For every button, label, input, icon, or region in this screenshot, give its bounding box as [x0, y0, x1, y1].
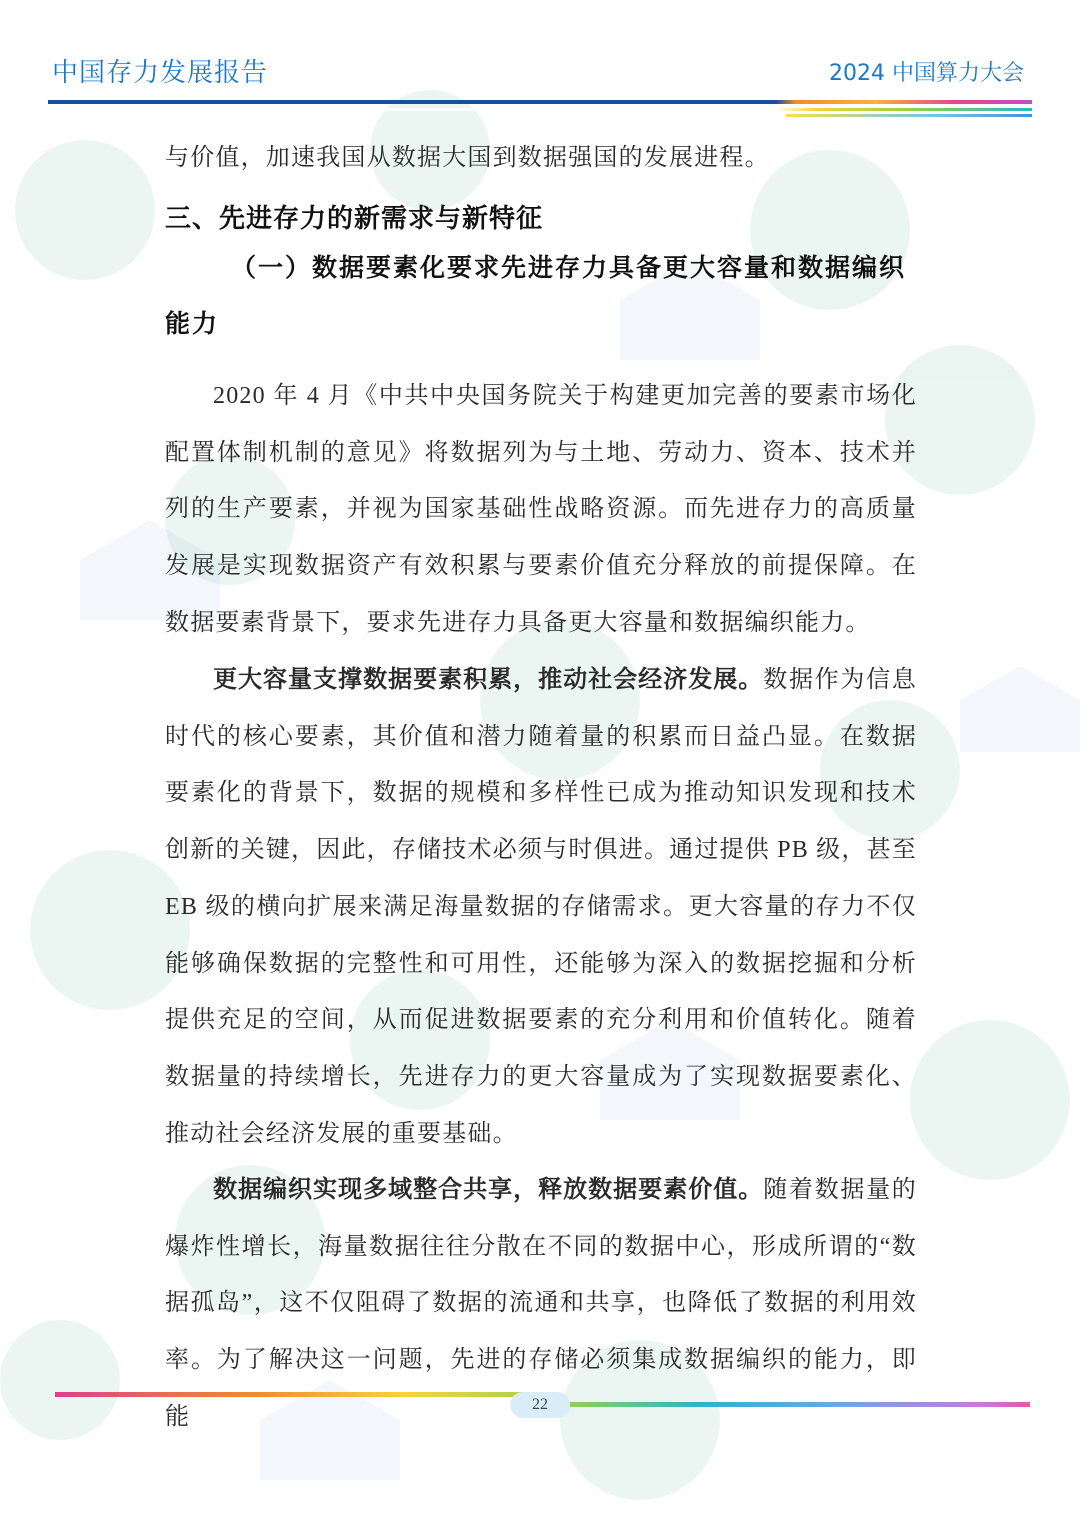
paragraph-block-1 [165, 368, 917, 652]
paragraph-fabric-text: 随着数据量的爆炸性增长，海量数据往往分散在不同的数据中心，形成所谓的“数据孤岛”，这不仅阻碍了数据的流通和共享，也降低了数据的利用效率。为了解决这一问题，先进的存储必须集成数据编织的能力，即能 [165, 1177, 918, 1430]
subsection-block [165, 240, 917, 352]
header-rule [48, 100, 1032, 104]
paragraph-capacity-text: 数据作为信息时代的核心要素，其价值和潜力随着量的积累而日益凸显。在数据要素化的背景下，数据的规模和多样性已成为推动知识发现和技术创新的关键，因此，存储技术必须与时俱进。通过提供 PB 级，甚至 EB 级的横向扩展来满足海量数据的存储需求。更大容量的存力不仅能够确保数据的完整性和可用性，还能够为深入的数据挖掘和分析提供充足的空间，从而促进数据要素的充分利用和价值转化。随着数据量的持续增长，先进存力的更大容量成为了实现数据要素化、推动社会经济发展的重要基础。 [165, 667, 918, 1147]
page-number: 22 [510, 1392, 570, 1418]
subsection-heading: （一）数据要素化要求先进存力具备更大容量和数据编织能力 [165, 253, 907, 338]
footer-rule-left [55, 1392, 555, 1397]
paragraph-block-2 [165, 651, 917, 1162]
report-title: 中国存力发展报告 [52, 58, 269, 88]
paragraph-fabric-lead: 数据编织实现多域整合共享，释放数据要素价值。 [213, 1175, 764, 1203]
footer-rule-right [555, 1402, 1030, 1407]
event-name: 2024 中国算力大会 [829, 61, 1024, 86]
section-block [165, 198, 917, 235]
header-rule-accent [48, 108, 1032, 111]
paragraph-capacity-lead: 更大容量支撑数据要素积累，推动社会经济发展。 [213, 665, 764, 693]
paragraph-capacity [165, 651, 917, 1162]
header-rule-accent-short [786, 114, 1032, 117]
paragraph-continued: 与价值，加速我国从数据大国到数据强国的发展进程。 [165, 145, 770, 171]
section-heading: 三、先进存力的新需求与新特征 [165, 204, 544, 234]
paragraph-policy: 2020 年 4 月《中共中央国务院关于构建更加完善的要素市场化配置体制机制的意见》将数据列为与土地、劳动力、资本、技术并列的生产要素，并视为国家基础性战略资源。而先进存力的高质量发展是实现数据资产有效积累与要素价值充分释放的前提保障。在数据要素背景下，要求先进存力具备更大容量和数据编织能力。 [165, 383, 917, 636]
page-body [165, 130, 917, 187]
